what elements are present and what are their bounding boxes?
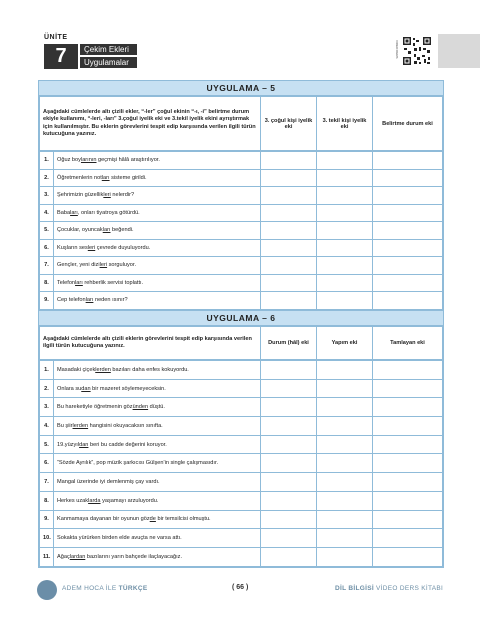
sentence-part: bir mazeret söylemeyeceksin. [90, 385, 166, 392]
answer-box[interactable] [261, 361, 317, 380]
sentence-part: bir temsilcisi olmuştu. [155, 516, 211, 523]
sentence-part: Kanmamaya dayanan bir oyunun göz [57, 516, 150, 523]
row-sentence [54, 454, 261, 473]
answer-box[interactable] [317, 547, 373, 566]
col-header: Tamlayan eki [373, 327, 443, 360]
answer-box[interactable] [373, 239, 443, 257]
col-header: 3. tekil kişi iyelik eki [317, 97, 373, 151]
answer-box[interactable] [261, 379, 317, 398]
underlined-suffix: ünden [132, 404, 149, 411]
table-row [40, 222, 443, 240]
row-sentence [54, 239, 261, 257]
exercise-6-header-row [40, 327, 443, 360]
sentence-part: neden ısınır? [93, 297, 128, 304]
row-number: 9. [40, 292, 54, 310]
table-row [40, 510, 443, 529]
table-row [40, 204, 443, 222]
underlined-suffix: larda [88, 497, 101, 504]
row-sentence [54, 169, 261, 187]
answer-box[interactable] [373, 547, 443, 566]
table-row [40, 187, 443, 205]
table-row [40, 379, 443, 398]
row-sentence [54, 257, 261, 275]
answer-box[interactable] [261, 435, 317, 454]
underlined-suffix: ları [102, 227, 111, 234]
underlined-suffix: de [149, 516, 156, 523]
answer-box[interactable] [317, 257, 373, 275]
footer-left-a: ADEM HOCA İLE [62, 585, 119, 592]
row-number: 9. [40, 510, 54, 529]
row-number: 8. [40, 274, 54, 292]
sentence-part: Ağaç [57, 553, 70, 560]
row-number: 8. [40, 491, 54, 510]
answer-box[interactable] [317, 491, 373, 510]
answer-box[interactable] [261, 491, 317, 510]
sentence-part: Öğretmenlerin not [57, 174, 102, 181]
sentence-part: Masadaki çiçek [57, 366, 96, 373]
table-row [40, 473, 443, 492]
underlined-suffix: leri [103, 192, 111, 199]
underlined-suffix: lerden [95, 366, 111, 373]
table-row [40, 547, 443, 566]
answer-box[interactable] [317, 187, 373, 205]
row-sentence [54, 417, 261, 436]
row-sentence [54, 510, 261, 529]
answer-box[interactable] [373, 491, 443, 510]
sentence-part: çevrede duyuluyordu. [95, 244, 151, 251]
answer-box[interactable] [261, 417, 317, 436]
row-sentence [54, 398, 261, 417]
answer-box[interactable] [317, 274, 373, 292]
row-sentence [54, 152, 261, 170]
answer-box[interactable] [373, 529, 443, 548]
answer-box[interactable] [261, 257, 317, 275]
underlined-suffix: ları [85, 297, 94, 304]
underlined-suffix: ları [70, 209, 78, 216]
sentence-part: Baba [57, 209, 71, 216]
row-sentence [54, 361, 261, 380]
row-number: 1. [40, 361, 54, 380]
row-number: 2. [40, 169, 54, 187]
exercise-5 [38, 80, 444, 311]
exercise-5-table [39, 96, 443, 151]
col-header: Durum (hâl) eki [261, 327, 317, 360]
row-sentence [54, 292, 261, 310]
sentence-part: nelerdir? [110, 192, 135, 199]
answer-box[interactable] [317, 454, 373, 473]
answer-box[interactable] [373, 435, 443, 454]
answer-box[interactable] [317, 169, 373, 187]
col-header: 3. çoğul kişi iyelik eki [261, 97, 317, 151]
sentence-part: hangisini okuyacaksın sınıfta. [88, 422, 163, 429]
sentence-part: Kuşların ses [57, 244, 88, 251]
sentence-part: beri bu cadde değerini koruyor. [88, 441, 167, 448]
exercise-5-instruction: Aşağıdaki cümlelerde altı çizili ekler, “-ler” çoğul ekinin “-ı, -i” belirtme durum ekiyle kullanımı, “-leri, -ları” 3.çoğul iyelik eki ve 3.tekil iyelik ekini ayrıştırmak için kullanılmıştır. Bu eklerin görevlerini tespit edip karşısında verilen ilgili türün kutucuğuna yazınız. [40, 97, 261, 151]
table-row [40, 454, 443, 473]
answer-box[interactable] [373, 292, 443, 310]
answer-box[interactable] [317, 398, 373, 417]
unit-label: ÜNİTE [44, 34, 68, 41]
sentence-part: bazılarını yarın bahçede ilaçlayacağız. [85, 553, 183, 560]
unit-subtitle: Uygulamalar [80, 57, 137, 68]
row-sentence [54, 274, 261, 292]
row-sentence [54, 473, 261, 492]
answer-box[interactable] [373, 417, 443, 436]
answer-box[interactable] [261, 187, 317, 205]
answer-box[interactable] [317, 222, 373, 240]
table-row [40, 435, 443, 454]
sentence-part: Çocuklar, oyuncak [57, 227, 103, 234]
answer-box[interactable] [373, 454, 443, 473]
footer-left-b: TÜRKÇE [118, 585, 148, 592]
answer-box[interactable] [261, 510, 317, 529]
sentence-part: rehberlik servisi toplattı. [82, 279, 144, 286]
table-row [40, 398, 443, 417]
row-number: 1. [40, 152, 54, 170]
table-row [40, 257, 443, 275]
underlined-suffix: dan [81, 385, 91, 392]
answer-box[interactable] [317, 435, 373, 454]
sentence-part: sisteme girildi. [109, 174, 147, 181]
sentence-part: yaşamayı arzuluyordu. [100, 497, 159, 504]
unit-title: Çekim Ekleri [80, 44, 137, 55]
exercise-5-title: UYGULAMA – 5 [206, 83, 276, 93]
sentence-part: Herkes uzak [57, 497, 89, 504]
exercise-5-header-row [40, 97, 443, 151]
sentence-part: Gençler, yeni dizi [57, 262, 100, 269]
answer-box[interactable] [373, 187, 443, 205]
answer-box[interactable] [317, 417, 373, 436]
exercise-6-instruction: Aşağıdaki cümlelerde altı çizili eklerin görevlerini tespit edip karşısında verilen ilgili türün kutucuğuna yazınız. [40, 327, 261, 360]
row-sentence [54, 435, 261, 454]
answer-box[interactable] [261, 152, 317, 170]
answer-box[interactable] [373, 204, 443, 222]
underlined-suffix: ları [101, 174, 110, 181]
answer-box[interactable] [261, 169, 317, 187]
footer-book-title [62, 585, 147, 592]
answer-box[interactable] [317, 204, 373, 222]
row-number: 7. [40, 473, 54, 492]
row-sentence [54, 187, 261, 205]
row-number: 3. [40, 187, 54, 205]
exercise-6-rows [39, 360, 443, 567]
row-number: 5. [40, 435, 54, 454]
exercise-6-table [39, 326, 443, 360]
page-top [0, 0, 480, 34]
sentence-part: 19.yüzyıl [57, 441, 80, 448]
sentence-part: sorguluyor. [107, 262, 136, 269]
answer-box[interactable] [373, 379, 443, 398]
row-number: 4. [40, 204, 54, 222]
answer-box[interactable] [317, 473, 373, 492]
sentence-part: Bu şiir [57, 422, 73, 429]
table-row [40, 274, 443, 292]
footer-right-a: DİL BİLGİSİ [335, 585, 374, 592]
row-number: 6. [40, 239, 54, 257]
footer-right-b: VİDEO DERS KİTABI [373, 585, 444, 592]
answer-box[interactable] [261, 398, 317, 417]
answer-box[interactable] [373, 510, 443, 529]
table-row [40, 417, 443, 436]
row-number: 3. [40, 398, 54, 417]
answer-box[interactable] [261, 547, 317, 566]
sentence-part: “Sözde Ayrılık”, pop müzik şarkıcısı Gülşen'in single çalışmasıdır. [57, 460, 219, 467]
answer-box[interactable] [261, 204, 317, 222]
answer-box[interactable] [261, 529, 317, 548]
row-number: 10. [40, 529, 54, 548]
row-number: 6. [40, 454, 54, 473]
underlined-suffix: leri [99, 262, 108, 269]
table-row [40, 361, 443, 380]
qr-label: VIDEO DERS [395, 40, 399, 59]
answer-box[interactable] [317, 239, 373, 257]
col-header: Belirtme durum eki [373, 97, 443, 151]
row-number: 5. [40, 222, 54, 240]
table-row [40, 529, 443, 548]
underlined-suffix: ları [75, 279, 83, 286]
sentence-part: Onlara su [57, 385, 82, 392]
answer-box[interactable] [317, 379, 373, 398]
answer-box[interactable] [261, 274, 317, 292]
table-row [40, 239, 443, 257]
sentence-part: Bu hareketiyle öğretmenin göz [57, 404, 133, 411]
answer-box[interactable] [261, 222, 317, 240]
answer-box[interactable] [373, 169, 443, 187]
col-header: Yapım eki [317, 327, 373, 360]
exercise-5-header [39, 81, 443, 96]
answer-box[interactable] [317, 510, 373, 529]
sentence-part: Sokakta yürürken birden elde avuçta ne varsa attı. [57, 535, 182, 542]
answer-box[interactable] [373, 274, 443, 292]
answer-box[interactable] [373, 222, 443, 240]
answer-box[interactable] [317, 152, 373, 170]
underlined-suffix: larının [80, 157, 97, 164]
row-sentence [54, 379, 261, 398]
page-number: ( 66 ) [232, 584, 249, 591]
sentence-part: Cep telefon [57, 297, 86, 304]
table-row [40, 292, 443, 310]
row-sentence [54, 222, 261, 240]
answer-box[interactable] [373, 361, 443, 380]
row-sentence [54, 491, 261, 510]
qr-code-icon[interactable] [402, 36, 432, 66]
underlined-suffix: leri [87, 244, 96, 251]
underlined-suffix: lardan [69, 553, 86, 560]
sentence-part: bazıları daha enfes kokuyordu. [110, 366, 189, 373]
row-number: 4. [40, 417, 54, 436]
answer-box[interactable] [261, 292, 317, 310]
answer-box[interactable] [317, 529, 373, 548]
publisher-logo-icon [37, 580, 57, 600]
sentence-part: geçmişi hâlâ araştırılıyor. [96, 157, 160, 164]
row-sentence [54, 204, 261, 222]
exercise-6 [38, 310, 444, 568]
answer-box[interactable] [373, 473, 443, 492]
row-number: 11. [40, 547, 54, 566]
answer-box[interactable] [373, 152, 443, 170]
row-sentence [54, 529, 261, 548]
sentence-part: Telefon [57, 279, 76, 286]
row-number: 7. [40, 257, 54, 275]
exercise-6-header [39, 311, 443, 326]
unit-number: 7 [44, 44, 78, 69]
answer-box[interactable] [317, 292, 373, 310]
answer-box[interactable] [317, 361, 373, 380]
answer-box[interactable] [261, 454, 317, 473]
answer-box[interactable] [261, 239, 317, 257]
answer-box[interactable] [373, 398, 443, 417]
table-row [40, 169, 443, 187]
footer-series-title [335, 585, 443, 592]
sentence-part: , onları tiyatroya götürdü. [77, 209, 140, 216]
answer-box[interactable] [261, 473, 317, 492]
table-row [40, 491, 443, 510]
sentence-part: düştü. [148, 404, 165, 411]
corner-tab [438, 34, 480, 68]
row-sentence [54, 547, 261, 566]
answer-box[interactable] [373, 257, 443, 275]
exercise-5-rows [39, 151, 443, 310]
row-number: 2. [40, 379, 54, 398]
sentence-part: Oğuz boy [57, 157, 81, 164]
table-row [40, 152, 443, 170]
sentence-part: Şehrimizin güzellik [57, 192, 104, 199]
underlined-suffix: lerden [72, 422, 89, 429]
sentence-part: Mangal üzerinde iyi demlenmiş çay vardı. [57, 478, 160, 485]
sentence-part: beğendi. [110, 227, 134, 234]
exercise-6-title: UYGULAMA – 6 [206, 313, 276, 323]
underlined-suffix: dan [79, 441, 89, 448]
